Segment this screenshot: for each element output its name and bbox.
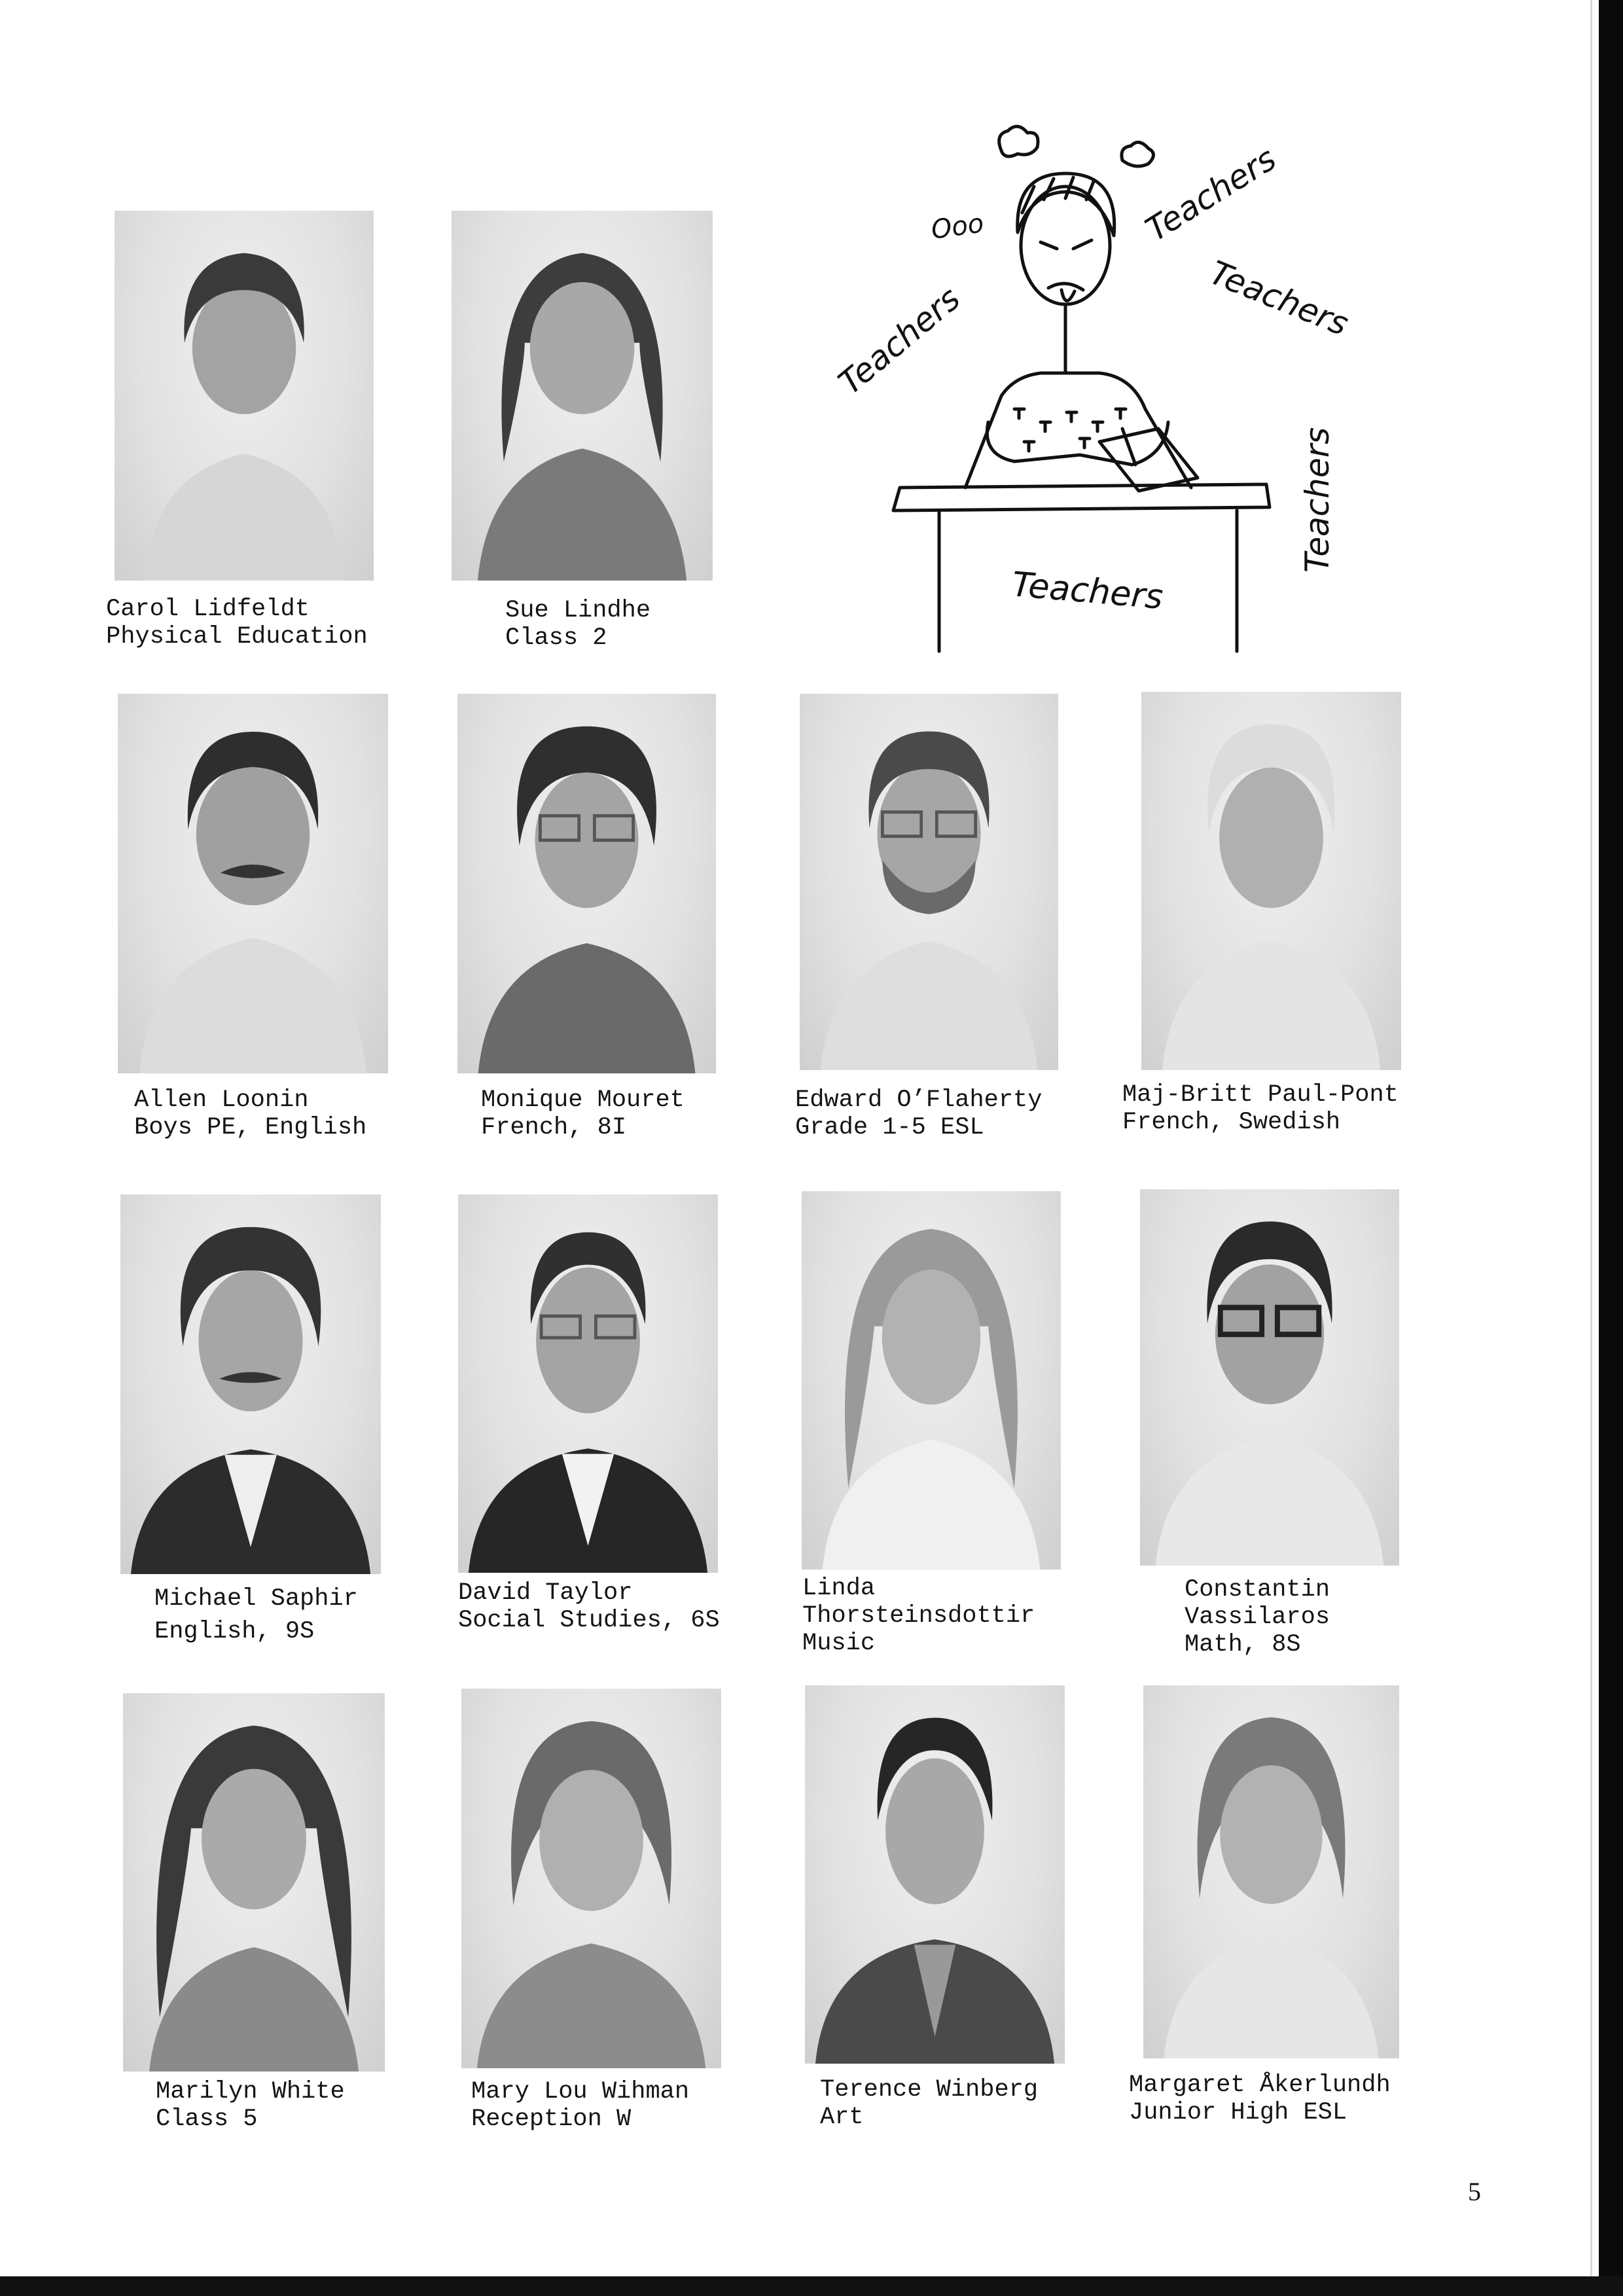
staff-caption <box>458 1579 720 1634</box>
portrait-photo <box>452 211 713 581</box>
staff-name-line2: Vassilaros <box>1185 1604 1330 1631</box>
staff-role: Boys PE, English <box>134 1114 367 1141</box>
staff-name: Carol Lidfeldt <box>106 596 310 623</box>
portrait-photo <box>1141 692 1401 1070</box>
staff-name: Marilyn White <box>156 2078 345 2106</box>
cartoon-word: Teachers <box>1298 427 1336 573</box>
teacher-cartoon <box>792 115 1381 658</box>
portrait-photo <box>800 694 1058 1070</box>
staff-role: Grade 1-5 ESL <box>795 1114 984 1141</box>
portrait-photo <box>118 694 388 1073</box>
staff-name: Monique Mouret <box>481 1086 685 1114</box>
staff-name-line2: Thorsteinsdottir <box>802 1602 1035 1630</box>
staff-caption <box>481 1086 685 1141</box>
scan-edge-bottom <box>0 2276 1623 2296</box>
staff-role: English, 9S <box>154 1618 315 1645</box>
staff-name: Constantin <box>1185 1576 1330 1604</box>
portrait-photo <box>115 211 374 581</box>
staff-name: David Taylor <box>458 1579 633 1607</box>
staff-caption <box>134 1086 366 1141</box>
staff-caption <box>1122 1081 1399 1136</box>
staff-caption <box>471 2078 689 2133</box>
staff-role: Class 2 <box>505 624 607 652</box>
staff-name: Terence Winberg <box>820 2076 1039 2104</box>
portrait-photo <box>457 694 716 1073</box>
cartoon-word: Teachers <box>1139 139 1283 249</box>
cartoon-word: Teachers <box>831 279 968 403</box>
portrait-photo <box>461 1689 721 2068</box>
scan-line <box>1590 0 1592 2276</box>
staff-caption <box>795 1086 1042 1141</box>
portrait-photo <box>802 1191 1061 1570</box>
staff-caption <box>154 1583 358 1648</box>
staff-role: French, Swedish <box>1122 1109 1341 1136</box>
portrait-photo <box>120 1194 381 1574</box>
staff-role: Class 5 <box>156 2106 258 2133</box>
staff-name: Maj-Britt Paul-Pont <box>1122 1081 1399 1109</box>
staff-role: Art <box>820 2104 864 2131</box>
cartoon-thought: Ooo <box>929 208 986 245</box>
staff-name: Sue Lindhe <box>505 597 651 624</box>
staff-caption <box>1129 2072 1391 2126</box>
staff-caption <box>1185 1576 1330 1659</box>
staff-name: Michael Saphir <box>154 1585 358 1613</box>
staff-name: Edward O’Flaherty <box>795 1086 1043 1114</box>
staff-role: Reception W <box>471 2106 632 2133</box>
scan-edge-right <box>1599 0 1623 2296</box>
staff-name: Allen Loonin <box>134 1086 309 1114</box>
portrait-photo <box>458 1194 718 1573</box>
portrait-photo <box>805 1685 1065 2064</box>
portrait-photo <box>1140 1189 1399 1566</box>
staff-caption <box>505 597 651 652</box>
portrait-photo <box>123 1693 385 2072</box>
staff-role: Music <box>802 1630 876 1657</box>
staff-name: Linda <box>802 1575 876 1602</box>
staff-role: Social Studies, 6S <box>458 1607 720 1634</box>
staff-name: Mary Lou Wihman <box>471 2078 690 2106</box>
page-number: 5 <box>1468 2177 1481 2206</box>
staff-name: Margaret Åkerlundh <box>1129 2072 1391 2099</box>
staff-role: Physical Education <box>106 623 368 651</box>
staff-caption <box>820 2076 1038 2131</box>
staff-caption <box>156 2078 345 2133</box>
staff-role: Junior High ESL <box>1129 2099 1347 2126</box>
staff-role: French, 8I <box>481 1114 627 1141</box>
staff-caption <box>802 1575 1035 1657</box>
staff-caption <box>106 596 368 651</box>
cartoon-word: Teachers <box>1010 565 1165 618</box>
staff-role: Math, 8S <box>1185 1631 1301 1659</box>
portrait-photo <box>1143 1685 1399 2058</box>
cartoon-word: Teachers <box>1204 253 1354 344</box>
